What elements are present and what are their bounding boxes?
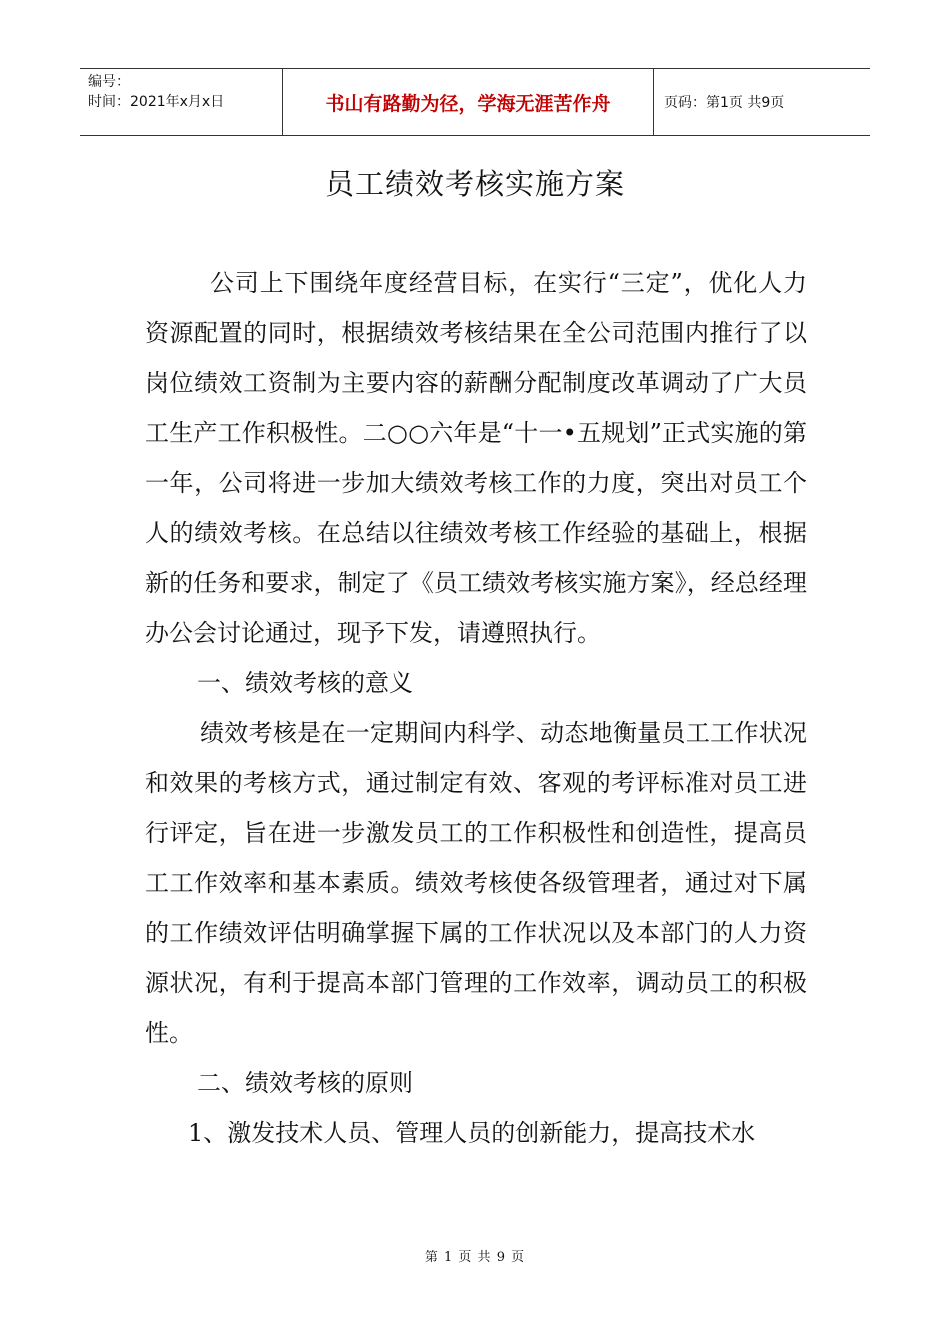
section-heading-2: 二、绩效考核的原则 bbox=[197, 1069, 413, 1097]
paragraph-intro: 公司上下围绕年度经营目标，在实行“三定”，优化人力资源配置的同时，根据绩效考核结果在全公司范围内推行了以岗位绩效工资制为主要内容的薪酬分配制度改革调动了广大员工生产工作积极性。二○○六年是“十一•五规划”正式实施的第一年，公司将进一步加大绩效考核工作的力度，突出对员工个人的绩效考核。在总结以往绩效考核工作经验的基础上，根据新的任务和要求，制定了《员工绩效考核实施方案》，经总经理办公会讨论通过，现予下发，请遵照执行。 bbox=[145, 269, 807, 647]
page-header bbox=[80, 68, 870, 136]
document-title: 员工绩效考核实施方案 bbox=[324, 167, 625, 201]
paragraph-significance: 绩效考核是在一定期间内科学、动态地衡量员工工作状况和效果的考核方式，通过制定有效、客观的考评标准对员工进行评定，旨在进一步激发员工的工作积极性和创造性，提高员工工作效率和基本素质。绩效考核使各级管理者，通过对下属的工作绩效评估明确掌握下属的工作状况以及本部门的人力资源状况，有利于提高本部门管理的工作效率，调动员工的积极性。 bbox=[145, 719, 807, 1047]
page-footer: 第 1 页 共 9 页 bbox=[424, 1250, 526, 1265]
section-heading-1: 一、绩效考核的意义 bbox=[197, 669, 413, 697]
header-page-code: 页码：第1页 共9页 bbox=[664, 95, 785, 111]
header-meta bbox=[80, 69, 282, 135]
document-body bbox=[145, 258, 807, 1158]
serial-label: 编号： bbox=[88, 74, 130, 90]
paragraph-principle-1: 1、激发技术人员、管理人员的创新能力，提高技术水 bbox=[188, 1119, 756, 1147]
time-label: 时间：2021年x月x日 bbox=[88, 94, 225, 110]
header-motto: 书山有路勤为径，学海无涯苦作舟 bbox=[282, 69, 654, 135]
